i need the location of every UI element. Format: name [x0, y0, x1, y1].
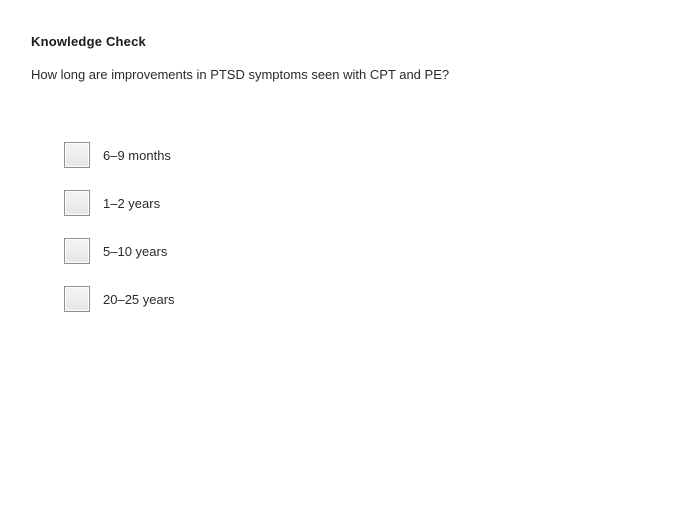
answer-option-4[interactable] — [64, 285, 175, 313]
answer-option-3[interactable] — [64, 237, 175, 265]
question-text: How long are improvements in PTSD symptoms seen with CPT and PE? — [31, 67, 450, 82]
knowledge-check-title: Knowledge Check — [31, 34, 146, 49]
checkbox-option-2[interactable] — [64, 190, 90, 216]
answer-option-2[interactable] — [64, 189, 175, 217]
checkbox-option-1[interactable] — [64, 142, 90, 168]
answer-option-label: 20–25 years — [103, 291, 175, 307]
answer-options — [64, 141, 175, 333]
checkbox-option-4[interactable] — [64, 286, 90, 312]
answer-option-label: 6–9 months — [103, 147, 171, 163]
answer-option-label: 1–2 years — [103, 195, 161, 211]
checkbox-option-3[interactable] — [64, 238, 90, 264]
answer-option-1[interactable] — [64, 141, 175, 169]
answer-option-label: 5–10 years — [103, 243, 168, 259]
